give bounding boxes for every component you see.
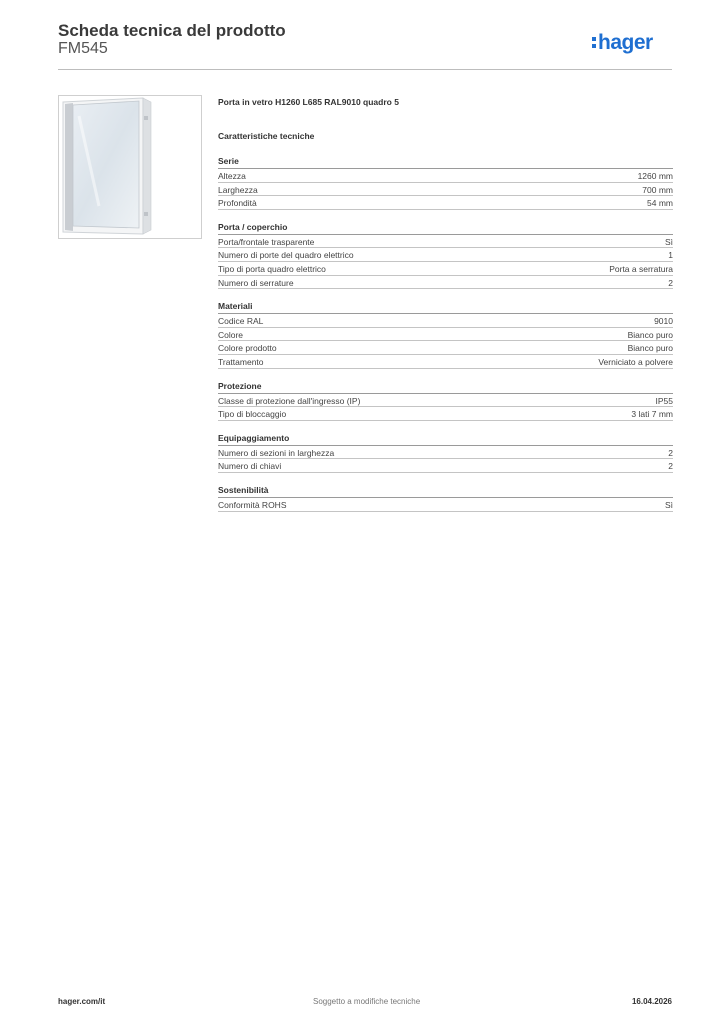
spec-row [218, 446, 673, 460]
spec-value: 2 [668, 277, 673, 288]
spec-row [218, 314, 673, 328]
spec-label: Porta/frontale trasparente [218, 236, 315, 247]
spec-label: Colore prodotto [218, 343, 277, 354]
page-title: Scheda tecnica del prodotto [58, 21, 286, 40]
spec-label: Larghezza [218, 184, 258, 195]
section-title: Porta / coperchio [218, 221, 673, 235]
section-title: Sostenibilità [218, 484, 673, 498]
spec-section [218, 221, 673, 289]
spec-label: Conformità ROHS [218, 499, 287, 510]
spec-section [218, 380, 673, 421]
spec-row [218, 248, 673, 262]
spec-label: Tipo di porta quadro elettrico [218, 263, 326, 274]
svg-text:hager: hager [598, 31, 653, 54]
spec-value: 3 lati 7 mm [631, 409, 673, 420]
specs-heading: Caratteristiche tecniche [218, 131, 315, 141]
spec-section [218, 432, 673, 473]
spec-label: Trattamento [218, 356, 264, 367]
spec-value: IP55 [655, 395, 673, 406]
spec-value: 700 mm [642, 184, 673, 195]
spec-row [218, 196, 673, 210]
spec-section [218, 484, 673, 512]
spec-value: 9010 [654, 316, 673, 327]
spec-row [218, 459, 673, 473]
spec-row [218, 169, 673, 183]
spec-label: Profondità [218, 198, 257, 209]
spec-value: 2 [668, 461, 673, 472]
product-image [58, 95, 202, 239]
spec-row [218, 341, 673, 355]
spec-value: Verniciato a polvere [598, 356, 673, 367]
spec-row [218, 235, 673, 249]
footer-note: Soggetto a modifiche tecniche [313, 997, 421, 1006]
footer-date: 16.04.2026 [631, 997, 672, 1006]
spec-row [218, 262, 673, 276]
spec-value: Sì [664, 499, 673, 510]
section-title: Equipaggiamento [218, 432, 673, 446]
spec-section [218, 155, 673, 210]
spec-value: Bianco puro [627, 343, 673, 354]
spec-value: Porta a serratura [609, 263, 673, 274]
spec-label: Codice RAL [218, 316, 264, 327]
spec-value: 2 [668, 447, 673, 458]
spec-label: Numero di porte del quadro elettrico [218, 250, 354, 261]
glass-door-illustration [59, 96, 201, 238]
spec-label: Altezza [218, 171, 246, 181]
spec-row [218, 498, 673, 512]
spec-section [218, 300, 673, 368]
spec-label: Numero di serrature [218, 277, 294, 288]
spec-sections [218, 155, 673, 512]
product-details [218, 96, 673, 512]
spec-row [218, 355, 673, 369]
header-divider [58, 69, 672, 70]
spec-row [218, 394, 673, 408]
spec-value: 1 [668, 250, 673, 261]
spec-label: Numero di chiavi [218, 461, 282, 472]
spec-row [218, 276, 673, 290]
spec-value: 1260 mm [637, 171, 673, 181]
spec-label: Tipo di bloccaggio [218, 409, 287, 420]
section-title: Materiali [218, 300, 673, 314]
product-name: Porta in vetro H1260 L685 RAL9010 quadro 5 [218, 97, 399, 107]
footer-website[interactable]: hager.com/it [58, 997, 106, 1006]
spec-label: Colore [218, 329, 244, 340]
product-code: FM545 [58, 40, 108, 57]
spec-value: 54 mm [647, 198, 673, 209]
spec-label: Classe di protezione dall'ingresso (IP) [218, 395, 361, 406]
hager-logo [592, 28, 674, 58]
spec-row [218, 407, 673, 421]
spec-row [218, 183, 673, 197]
spec-label: Numero di sezioni in larghezza [218, 447, 335, 458]
spec-value: Sì [664, 236, 673, 247]
section-title: Serie [218, 155, 673, 169]
spec-row [218, 328, 673, 342]
section-title: Protezione [218, 380, 673, 394]
spec-value: Bianco puro [627, 329, 673, 340]
